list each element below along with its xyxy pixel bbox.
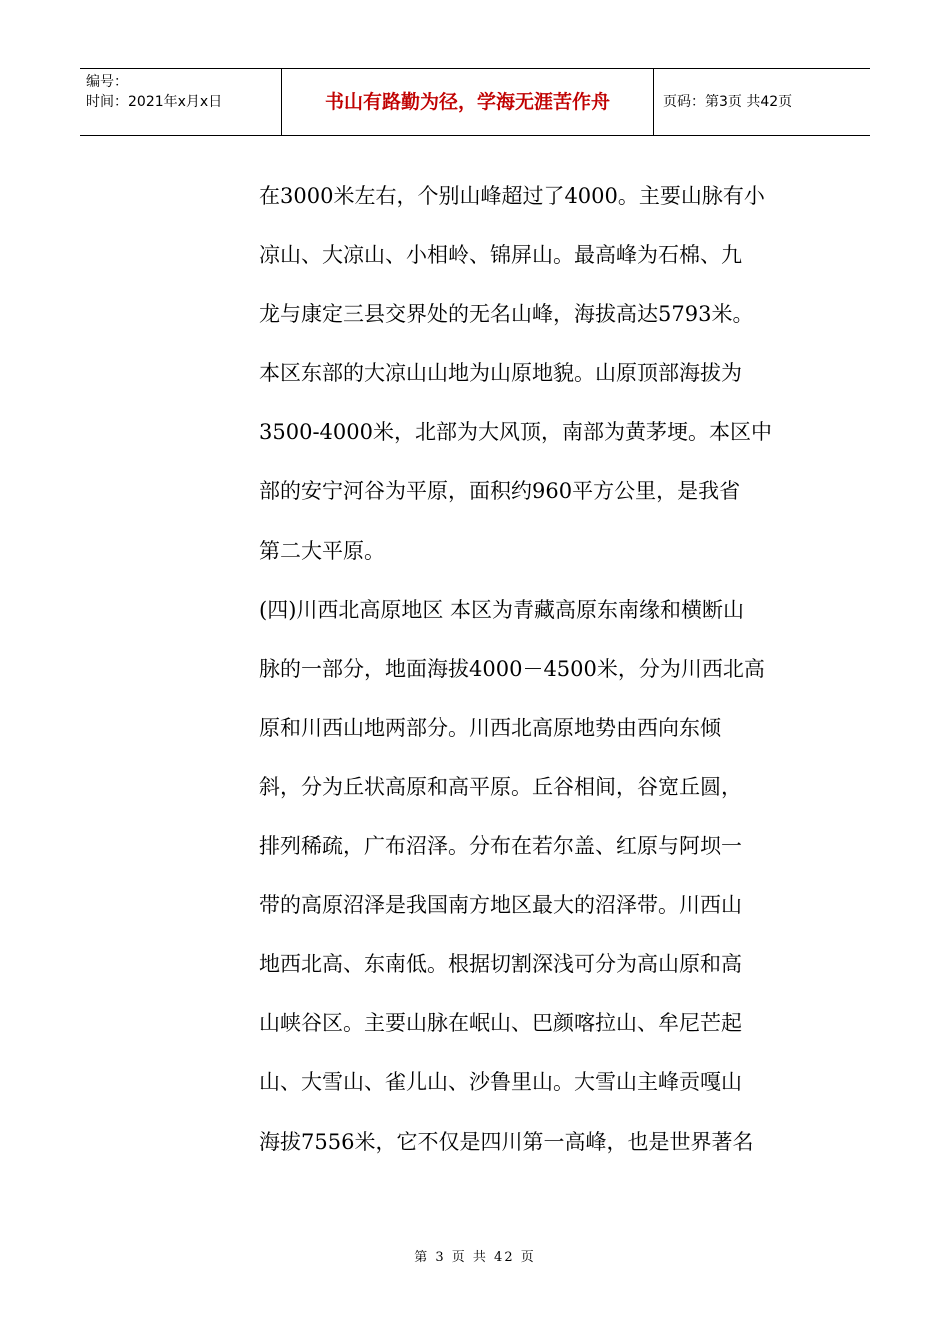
document-body <box>259 173 799 1178</box>
body-line: 地西北高、东南低。根据切割深浅可分为高山原和高 <box>259 952 742 977</box>
header-motto: 书山有路勤为径，学海无涯苦作舟 <box>282 69 654 135</box>
header-page-info: 页码：第3页 共42页 <box>663 94 793 110</box>
body-line: 带的高原沼泽是我国南方地区最大的沼泽带。川西山 <box>259 893 742 918</box>
body-line: 斜，分为丘状高原和高平原。丘谷相间，谷宽丘圆， <box>259 774 742 799</box>
document-date: 时间：2021年x月x日 <box>86 94 223 110</box>
document-number-label: 编号： <box>86 74 128 90</box>
body-line: 龙与康定三县交界处的无名山峰，海拔高达5793米。 <box>259 302 754 327</box>
page-header <box>80 68 870 136</box>
body-line: 原和川西山地两部分。川西北高原地势由西向东倾 <box>259 715 721 740</box>
body-line: 山、大雪山、雀儿山、沙鲁里山。大雪山主峰贡嘎山 <box>259 1070 742 1095</box>
body-line: 部的安宁河谷为平原，面积约960平方公里，是我省 <box>259 479 741 504</box>
body-line: 第二大平原。 <box>259 538 385 563</box>
body-line: 排列稀疏，广布沼泽。分布在若尔盖、红原与阿坝一 <box>259 834 742 859</box>
body-line: 3500-4000米，北部为大风顶，南部为黄茅埂。本区中 <box>259 420 772 445</box>
body-line: 凉山、大凉山、小相岭、锦屏山。最高峰为石棉、九 <box>259 243 742 268</box>
body-line: 海拔7556米，它不仅是四川第一高峰，也是世界著名 <box>259 1129 754 1154</box>
body-line: 脉的一部分，地面海拔4000－4500米，分为川西北高 <box>259 656 765 681</box>
page-footer: 第 3 页 共 42 页 <box>414 1250 536 1265</box>
body-line: 本区东部的大凉山山地为山原地貌。山原顶部海拔为 <box>259 361 742 386</box>
header-meta <box>80 69 282 135</box>
body-line: 山峡谷区。主要山脉在岷山、巴颜喀拉山、牟尼芒起 <box>259 1011 742 1036</box>
body-line: (四)川西北高原地区 本区为青藏高原东南缘和横断山 <box>259 597 745 622</box>
body-line: 在3000米左右，个别山峰超过了4000。主要山脉有小 <box>259 184 765 208</box>
